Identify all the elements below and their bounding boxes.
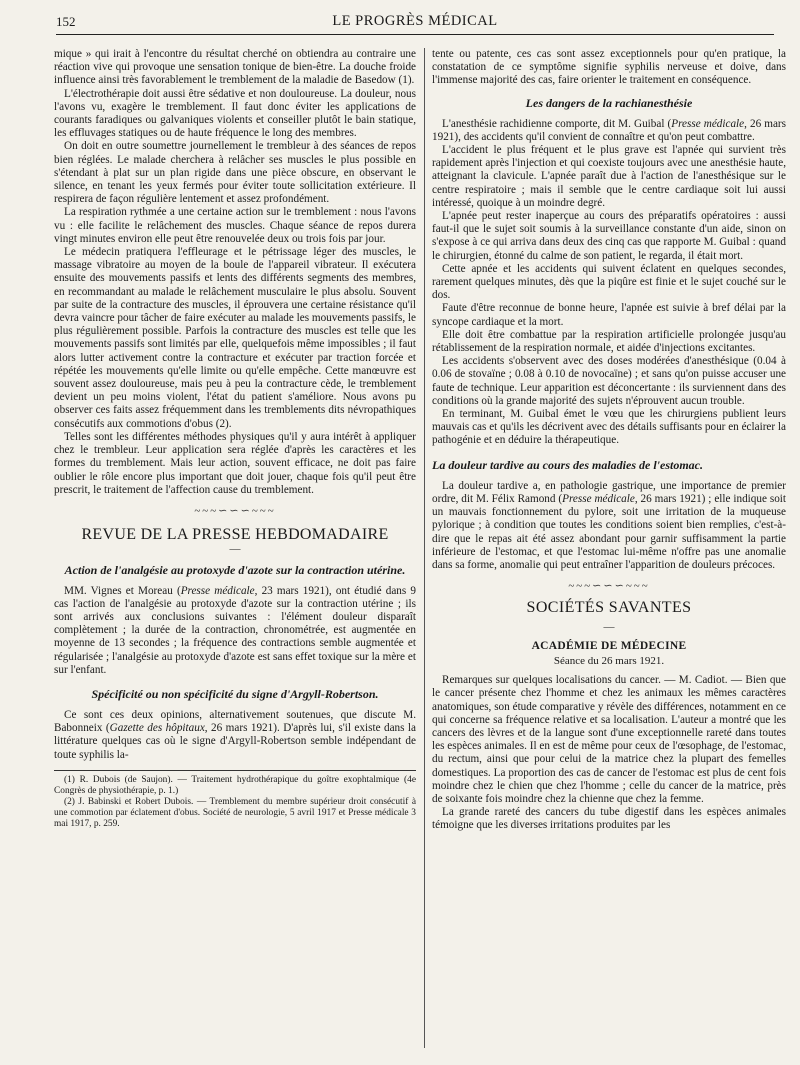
journal-ref: Presse médicale: [671, 117, 745, 130]
paragraph: La respiration rythmée a une certaine action sur le tremblement : nous l'avons vu : elle facilite le relâchement des muscles. Chaque séance de repos durera vingt minutes environ elle peut être renouvelée deux ou trois fois par jour.: [54, 206, 416, 245]
left-column: [54, 48, 416, 830]
article-authors: MM. Vignes et Moreau: [64, 584, 173, 597]
paragraph: Les accidents s'observent avec des doses modérées d'anesthésique (0.04 à 0.06 de stovaïne ; 0.08 à 0.10 de novocaïne) ; et sans qu'on puisse accuser une faute de technique. Leur apparition est déconcertante : ils surviennent dans des conditions où la grande majorité des sujets n'éprouvent aucun trouble.: [432, 355, 786, 407]
page-number: 152: [56, 14, 76, 29]
section-dash: —: [229, 543, 241, 556]
paragraph: mique » qui irait à l'encontre du résultat cherché on obtiendra au contraire une réaction vive qui provoque une sensation tonique de bien-être. La douche froide influence ainsi très favorablement le tremblement de la maladie de Basedow (1).: [54, 48, 416, 87]
article-body: [54, 709, 416, 762]
section-title: REVUE DE LA PRESSE HEBDOMADAIRE: [81, 526, 389, 544]
article-title: La douleur tardive au cours des maladies de l'estomac.: [432, 457, 703, 472]
paragraph: Elle doit être combattue par la respiration artificielle prolongée jusqu'au rétablissement de la respiration normale, et aidée d'injections excitantes.: [432, 328, 786, 355]
article-body: MM. Vignes et Moreau (Presse médicale, 23 mars 1921), ont étudié dans 9 cas l'action de l'analgésie au protoxyde d'azote sur la contraction utérine ; ils sont arrivés aux conclusions suivantes : l'élément douleur disparaît complètement ; la durée de la contraction, chronométrée, est augmentée en moyenne de 13 secondes ; la fréquence des contractions semble augmentée et régularisée ; l'analgésie au protoxyde d'azote est sans effet toxique sur la mère et sur l'enfant.: [54, 584, 416, 676]
paragraph: [432, 118, 786, 144]
academy-heading: ACADÉMIE DE MÉDECINE: [531, 639, 687, 652]
page-header: [56, 12, 774, 34]
footnote: (2) J. Babinski et Robert Dubois. — Tremblement du membre supérieur droit consécutif à une commotion par éclatement d'obus. Société de neurologie, 5 avril 1917 et Presse médicale 3 mai 1917, p. 259.: [54, 796, 416, 829]
section-title: SOCIÉTÉS SAVANTES: [526, 599, 692, 617]
paragraph: Cette apnée et les accidents qui suivent éclatent en quelques secondes, rarement quelques minutes, dès que la piqûre est finie et le sujet couché sur le dos.: [432, 262, 786, 302]
paragraph: La grande rareté des cancers du tube digestif dans les espèces animales témoigne que les diverses irritations produites par les: [432, 806, 786, 832]
paragraph: tente ou patente, ces cas sont assez exceptionnels pour qu'en pratique, la constatation de ce symptôme signifie syphilis nerveuse et doive, dans l'immense majorité des cas, faire orienter le traitement en conséquence.: [432, 48, 786, 87]
section-dash: —: [603, 620, 615, 633]
article-text: La douleur tardive a, en pathologie gastrique, une importance de premier ordre, dit M. Félix Ramond (: [432, 479, 786, 505]
ornament-divider: ~~~∽∽∽~~~: [194, 504, 276, 517]
header-rule: [56, 34, 774, 35]
article-text: Ce sont ces deux opinions, alternativement soutenues, que discute M. Babonneix (: [54, 708, 416, 735]
article-title: Action de l'analgésie au protoxyde d'azote sur la contraction utérine.: [64, 562, 406, 577]
paragraph: Telles sont les différentes méthodes physiques qu'il y aura intérêt à appliquer chez le trembleur. Leur application sera réglée d'après les caractères et les formes du tremblement. Mais leur action, souvent efficace, ne doit pas faire oublier le rôle encore plus important que doit jouer, chaque fois qu'il peut être prescrit, le traitement de l'affection cause du tremblement.: [54, 430, 416, 496]
paragraph: [432, 480, 786, 572]
column-divider: [424, 48, 425, 1048]
paragraph: [432, 674, 786, 806]
paragraph: L'apnée peut rester inaperçue au cours des préparatifs opératoires : aussi faut-il que le sujet soit soumis à la surveillance constante d'un aide, sinon on s'expose à ce qui arriva dans deux des cinq cas que rapporte M. Guibal : quand le chirurgien, étonné du calme de son patient, le regarda, il était mort.: [432, 210, 786, 262]
article-text: , 23 mars 1921), ont étudié dans 9 cas l'action de l'analgésie au protoxyde d'azote sur la contraction utérine ; ils sont arrivés aux conclusions suivantes : l'élément douleur disparaît complètement ; la durée de la contraction, chronométrée, est augmentée en moyenne de 13 secondes ; la fréquence des contractions semble augmentée et régularisée ; l'analgésie au protoxyde d'azote est sans effet toxique sur la mère et sur l'enfant.: [54, 584, 416, 676]
journal-ref: Gazette des hôpitaux: [109, 722, 205, 735]
journal-title: LE PROGRÈS MÉDICAL: [332, 13, 498, 29]
journal-ref: Presse médicale: [180, 584, 255, 597]
article-text: — Bien que le cancer présente chez l'homme et chez les animaux les mêmes caractères anatomiques, son étude comparative y révèle des différences, notamment en ce qui concerne sa fréquence relative et sa localisation. L'auteur a montré que les cancers des lèvres et de la langue sont d'une exceptionnelle rareté dans toutes les espèces animales. Il en est de même pour ceux de l'œsophage, de l'estomac, du rectum, ainsi que pour celui de la matrice chez la plupart des femelles domestiques. La proportion des cas de cancer de l'estomac est plus de cent fois moindre chez le chien que chez l'homme ; celle du cancer de la matrice, près de soixante fois moindre chez la chienne que chez la femme.: [432, 674, 786, 805]
article-title: Les dangers de la rachianesthésie: [525, 95, 693, 110]
footnotes: [54, 770, 416, 830]
ornament-divider: ~~~∽∽∽~~~: [568, 580, 650, 593]
article-text: , 26 mars 1921). D'après lui, s'il existe dans la littérature quelques cas où le signe d'Argyll-Robertson semble indépendant de toute syphilis la-: [54, 722, 417, 761]
session-date: Séance du 26 mars 1921.: [553, 654, 665, 667]
paragraph: En terminant, M. Guibal émet le vœu que les chirurgiens publient leurs mauvais cas et qu'ils les décrivent avec des détails suffisants pour en éclairer la pathogénie et en déduire la thérapeutique.: [432, 408, 786, 447]
article-title: Spécificité ou non spécificité du signe d'Argyll-Robertson.: [91, 686, 379, 701]
paragraph: On doit en outre soumettre journellement le trembleur à des séances de repos bien réglées. Le malade cherchera à relâcher ses muscles le plus possible en s'étendant à plat sur un plan rigide dans une pièce obscure, en observant le silence, en tenant les yeux fermés pour éviter toute sollicitation extérieure. Il respirera de façon régulière lentement et assez profondément.: [54, 140, 416, 206]
article-text: L'anesthésie rachidienne comporte, dit M. Guibal (: [442, 117, 672, 130]
journal-ref: Presse médicale: [562, 492, 635, 505]
right-column: [432, 48, 786, 833]
footnote: (1) R. Dubois (de Saujon). — Traitement hydrothérapique du goître exophtalmique (4e Congrès de physiothérapie, p. 1.): [54, 774, 416, 796]
paragraph: Faute d'être reconnue de bonne heure, l'apnée est suivie à bref délai par la syncope cardiaque et la mort.: [432, 302, 786, 328]
article-text: , 26 mars 1921), des accidents qu'il convient de connaître et qu'on peut combattre.: [432, 117, 787, 143]
paragraph: Le médecin pratiquera l'effleurage et le pétrissage léger des muscles, le massage vibratoire au moyen de la boule de l'appareil vibrateur. Il exécutera ensuite des mouvements passifs et lents des différents segments des membres, en recommandant au malade le relâchement musculaire le plus absolu. Souvent par suite de la contracture des muscles, il éprouvera une certaine résistance qu'il devra vaincre pour tâcher de faire exécuter au malade les mouvements passifs, le plus régulièrement possible. Parfois la contracture des muscles est telle que les mouvements passifs sont limités par elle, quelquefois même impossibles ; il faut alors lutter activement contre la contracture et exécuter par traction forcée et répétée les mouvements qu'elle limite ou qu'elle empêche. Cette manœuvre est souvent assez douloureuse, mais peu à peu la contracture cède, le tremblement devient un peu moins violent, l'état du patient s'améliore. Nous avons pu observer ces faits assez fréquemment dans les tremblements dits névropathiques consécutifs aux commotions d'obus (2).: [54, 246, 416, 430]
paragraph: L'accident le plus fréquent et le plus grave est l'apnée qui survient très rapidement après l'injection et qui coexiste toujours avec une anesthésie haute, atteignant la clavicule. L'apnée paraît due à l'action de l'anesthésique sur le centre respiratoire ; mais il semble que le centre cardiaque soit lui aussi intéressé, quoique à un moindre degré.: [432, 144, 786, 209]
article-text: , 26 mars 1921) ; elle indique soit un mauvais fonctionnement du pylore, soit une irritation de la muqueuse pylorique ; à condition que toutes les conditions soient bien remplies, c'est-à-dire que le repas ait été assez abondant pour garnir suffisamment la partie inférieure de l'estomac, et que l'estomac lui-même n'offre pas une anomalie dans sa forme, anomalie qui peut entraîner l'apparition de douleurs précoces.: [432, 492, 787, 571]
paragraph: L'électrothérapie doit aussi être sédative et non douloureuse. La douleur, nous l'avons vu, exagère le tremblement. Il faut donc éviter les applications de courants faradiques ou galvaniques violents et conseiller plutôt le bain statique, les effluvages statiques ou de haute fréquence le long des membres.: [54, 87, 416, 140]
communication-title: Remarques sur quelques localisations du cancer. — M. Cadiot.: [442, 674, 728, 687]
